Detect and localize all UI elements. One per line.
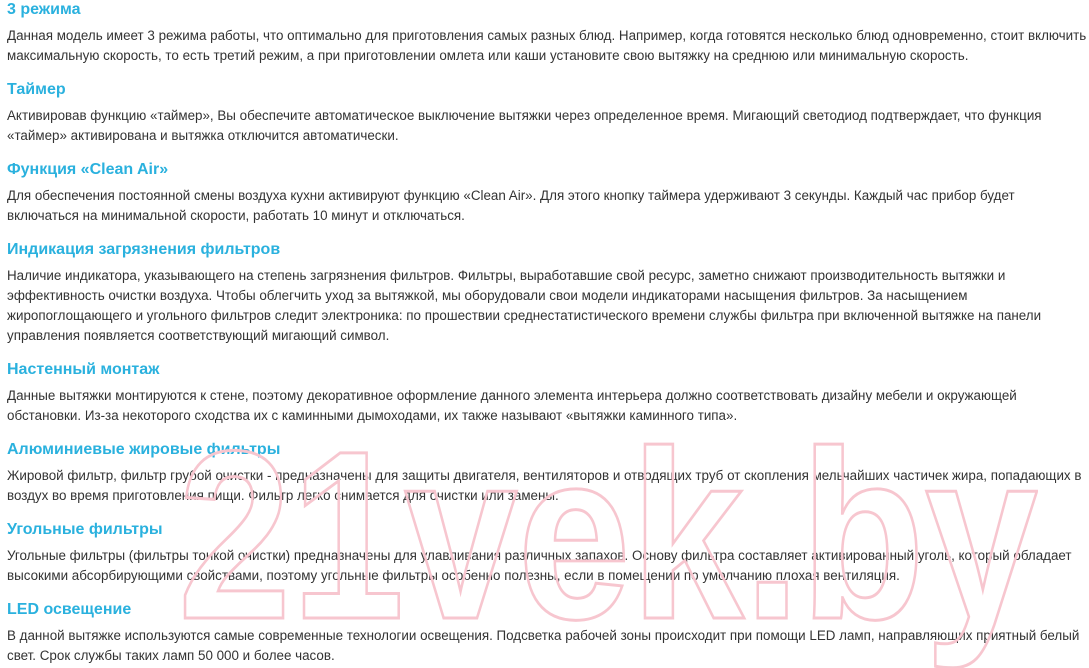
section-text: В данной вытяжке используются самые современные технологии освещения. Подсветка рабочей зоны происходит при помощи LED ламп, направляющих приятный белый свет. Срок службы таких ламп 50 000 и более часов. [7, 628, 1080, 663]
section-title: Настенный монтаж [7, 361, 160, 378]
section-3-modes [7, 0, 1087, 66]
section-title: Алюминиевые жировые фильтры [7, 441, 281, 458]
section-carbon-filters [7, 520, 1087, 586]
section-title: Индикация загрязнения фильтров [7, 241, 281, 258]
section-text: Жировой фильтр, фильтр грубой очистки - предназначены для защиты двигателя, вентиляторов и отводящих труб от скопления мельчайших частичек жира, попадающих в воздух во время приготовления пищи. Фильтр легко снимается для очистки или замены. [7, 468, 1082, 503]
section-text: Данные вытяжки монтируются к стене, поэтому декоративное оформление данного элемента интерьера должно соответствовать дизайну мебели и окружающей обстановки. Из-за некоторого сходства их с каминными дымоходами, их также называют «вытяжки каминного типа». [7, 388, 1017, 423]
section-led-lighting [7, 600, 1087, 666]
section-title: Функция «Clean Air» [7, 161, 169, 178]
section-text: Активировав функцию «таймер», Вы обеспечите автоматическое выключение вытяжки через определенное время. Мигающий светодиод подтверждает, что функция «таймер» активирована и вытяжка отключится автоматически. [7, 108, 1042, 143]
section-title: 3 режима [7, 1, 81, 18]
section-title: LED освещение [7, 601, 132, 618]
section-title: Таймер [7, 81, 66, 98]
section-wall-mount [7, 360, 1087, 426]
section-text: Данная модель имеет 3 режима работы, что оптимально для приготовления самых разных блюд. Например, когда готовятся несколько блюд одновременно, стоит включить максимальную скорость, то есть третий режим, а при приготовлении омлета или каши установите свою вытяжку на среднюю или минимальную скорость. [7, 28, 1087, 63]
section-timer [7, 80, 1087, 146]
section-text: Для обеспечения постоянной смены воздуха кухни активируют функцию «Clean Air». Для этого кнопку таймера удерживают 3 секунды. Каждый час прибор будет включаться на минимальной скорости, работать 10 минут и отключаться. [7, 188, 1015, 223]
svg-text:21vek.by: 21vek.by [178, 418, 1038, 668]
section-title: Угольные фильтры [7, 521, 163, 538]
section-text: Угольные фильтры (фильтры тонкой очистки) предназначены для улавливания различных запахов. Основу фильтра составляет активированный уголь, который обладает высокими абсорбирующими свойствами, поэтому угольные фильтры особенно полезны, если в помещении по умолчанию плохая вентиляция. [7, 548, 1072, 583]
section-text: Наличие индикатора, указывающего на степень загрязнения фильтров. Фильтры, выработавшие свой ресурс, заметно снижают производительность вытяжки и эффективность очистки воздуха. Чтобы облегчить уход за вытяжкой, мы оборудовали свои модели индикаторами насыщения фильтров. За насыщением жиропоглощающего и угольного фильтров следит электроника: по прошествии среднестатистического времени службы фильтра при включенной вытяжке на панели управления появляется соответствующий мигающий символ. [7, 268, 1042, 343]
section-filter-indicator [7, 240, 1087, 346]
section-aluminum-filters [7, 440, 1087, 506]
section-clean-air [7, 160, 1087, 226]
